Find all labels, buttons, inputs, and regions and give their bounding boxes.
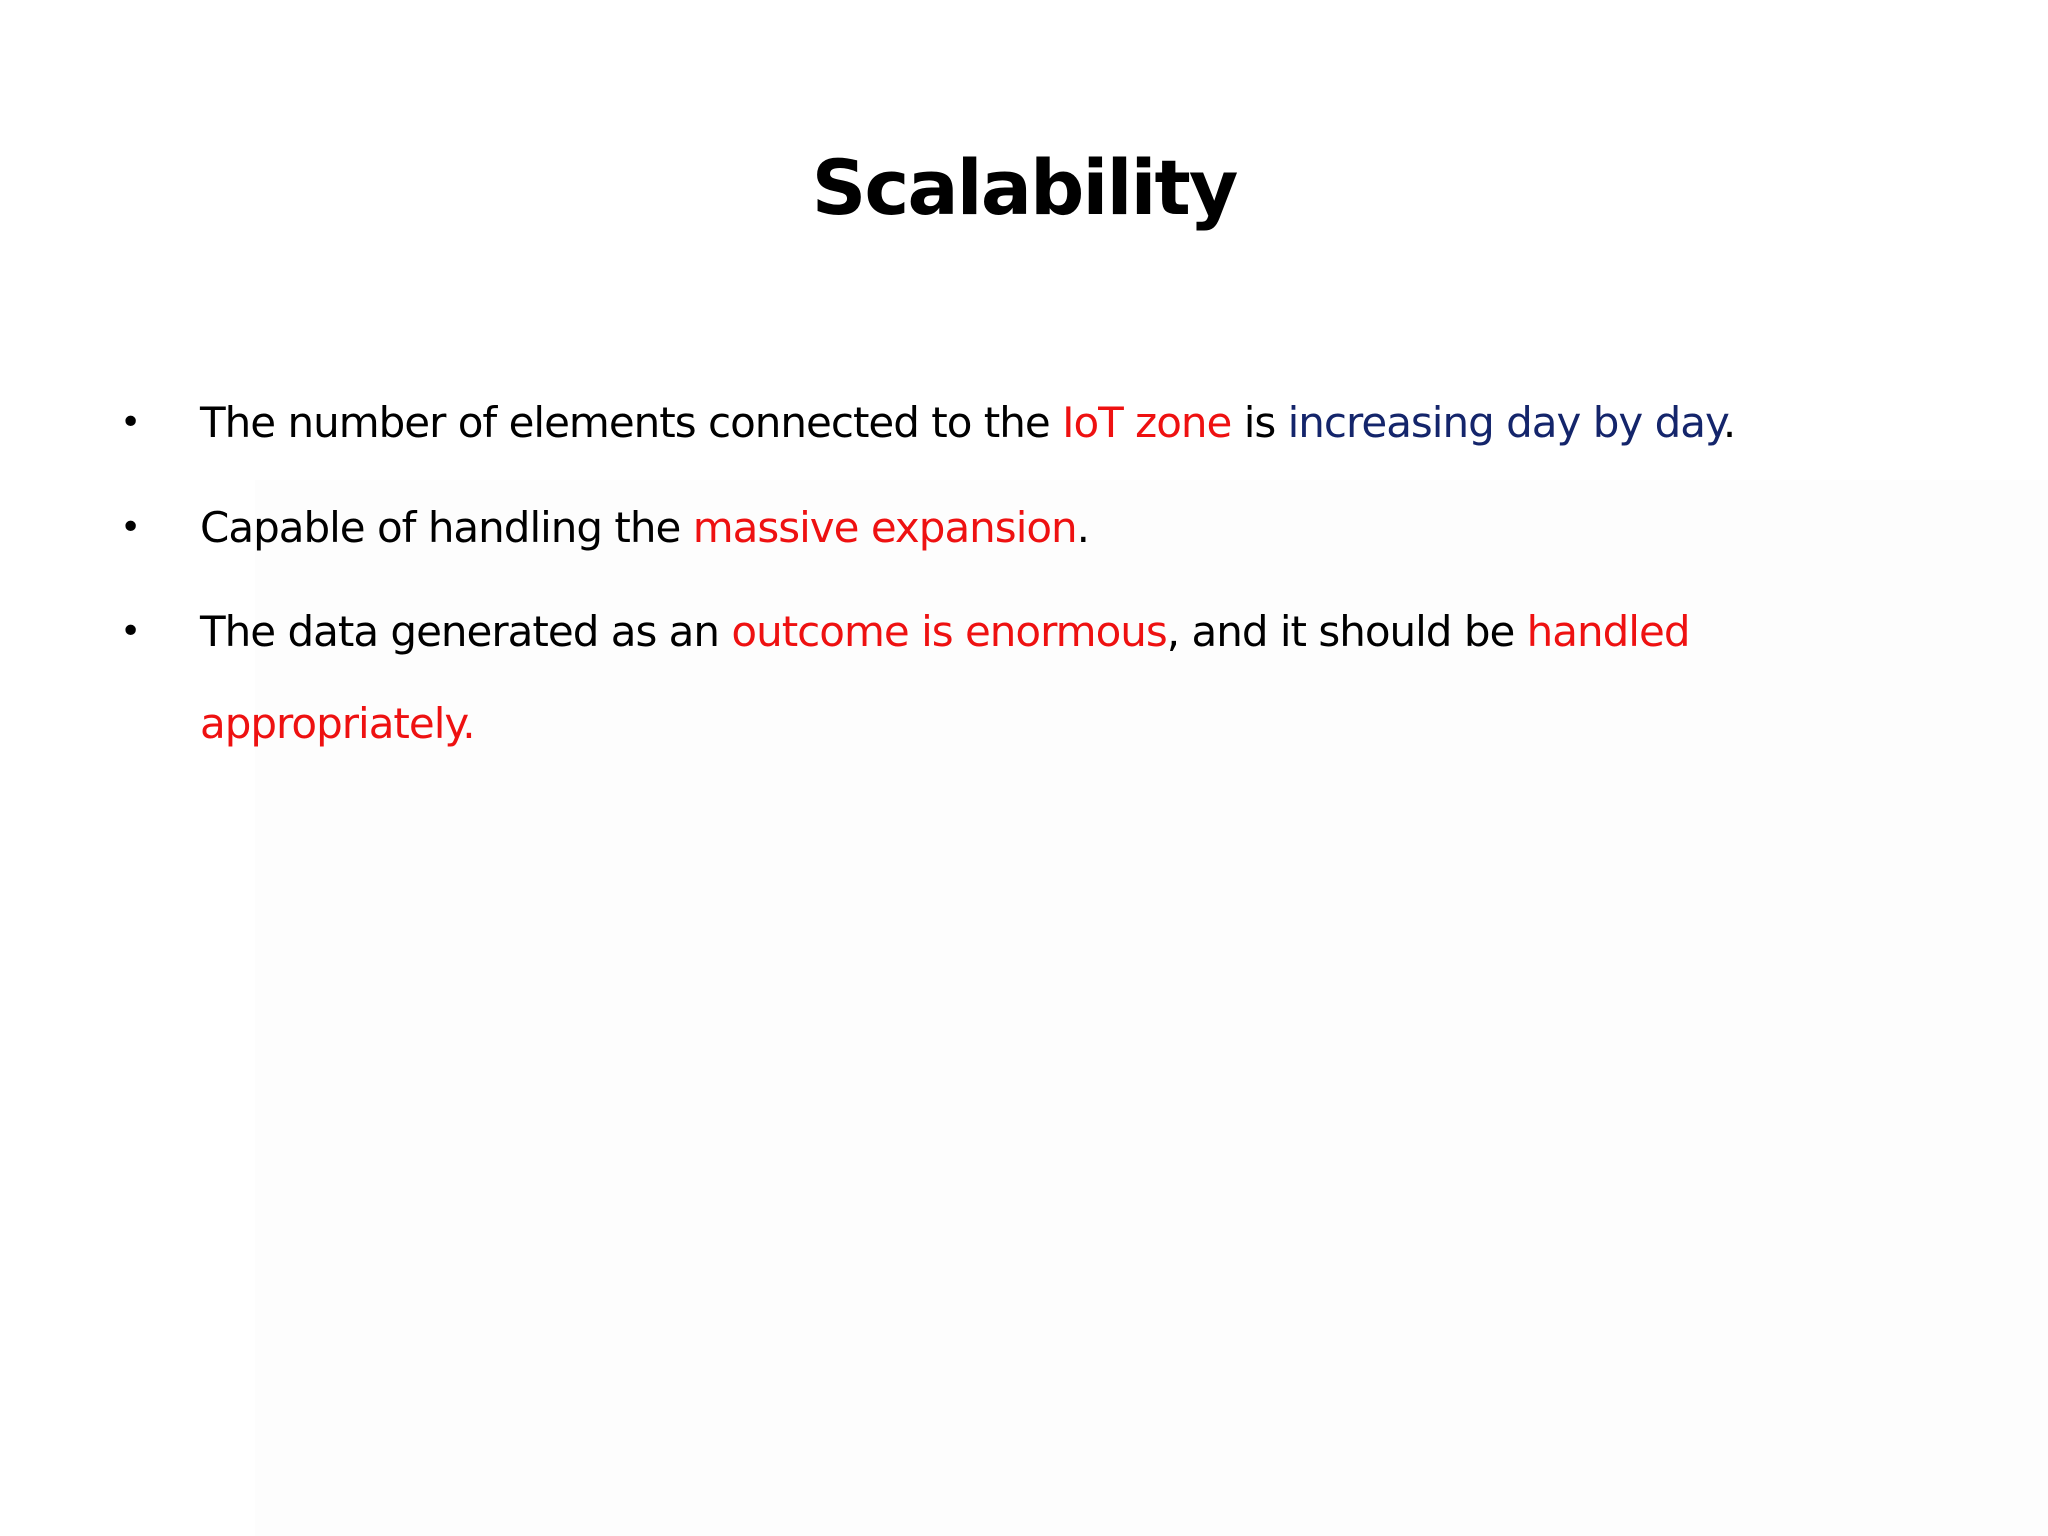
bullet-text [200, 586, 1850, 770]
highlight-blue-text: increasing day by day [1287, 398, 1723, 447]
slide-title: Scalability [811, 143, 1237, 232]
bullet-text-plain: . [1722, 398, 1736, 447]
bullet-marker: • [120, 402, 141, 443]
bullet-marker: • [120, 611, 141, 652]
bullet-text-plain: The data generated as an [200, 607, 732, 656]
bullet-text [200, 482, 1900, 574]
bullet-text-plain: is [1231, 398, 1288, 447]
bullet-text [200, 377, 1900, 469]
highlight-red-text: outcome is enormous [731, 607, 1167, 656]
bullet-marker: • [120, 507, 141, 548]
highlight-red-text: IoT zone [1062, 398, 1232, 447]
bullet-text-plain: . [1076, 503, 1090, 552]
bullet-text-plain: Capable of handling the [200, 503, 693, 552]
bullet-text-plain: , and it should be [1166, 607, 1527, 656]
bullet-text-plain: The number of elements connected to the [200, 398, 1063, 447]
highlight-red-text: massive expansion [692, 503, 1077, 552]
highlight-red-text: handled appropriately. [200, 607, 1690, 748]
